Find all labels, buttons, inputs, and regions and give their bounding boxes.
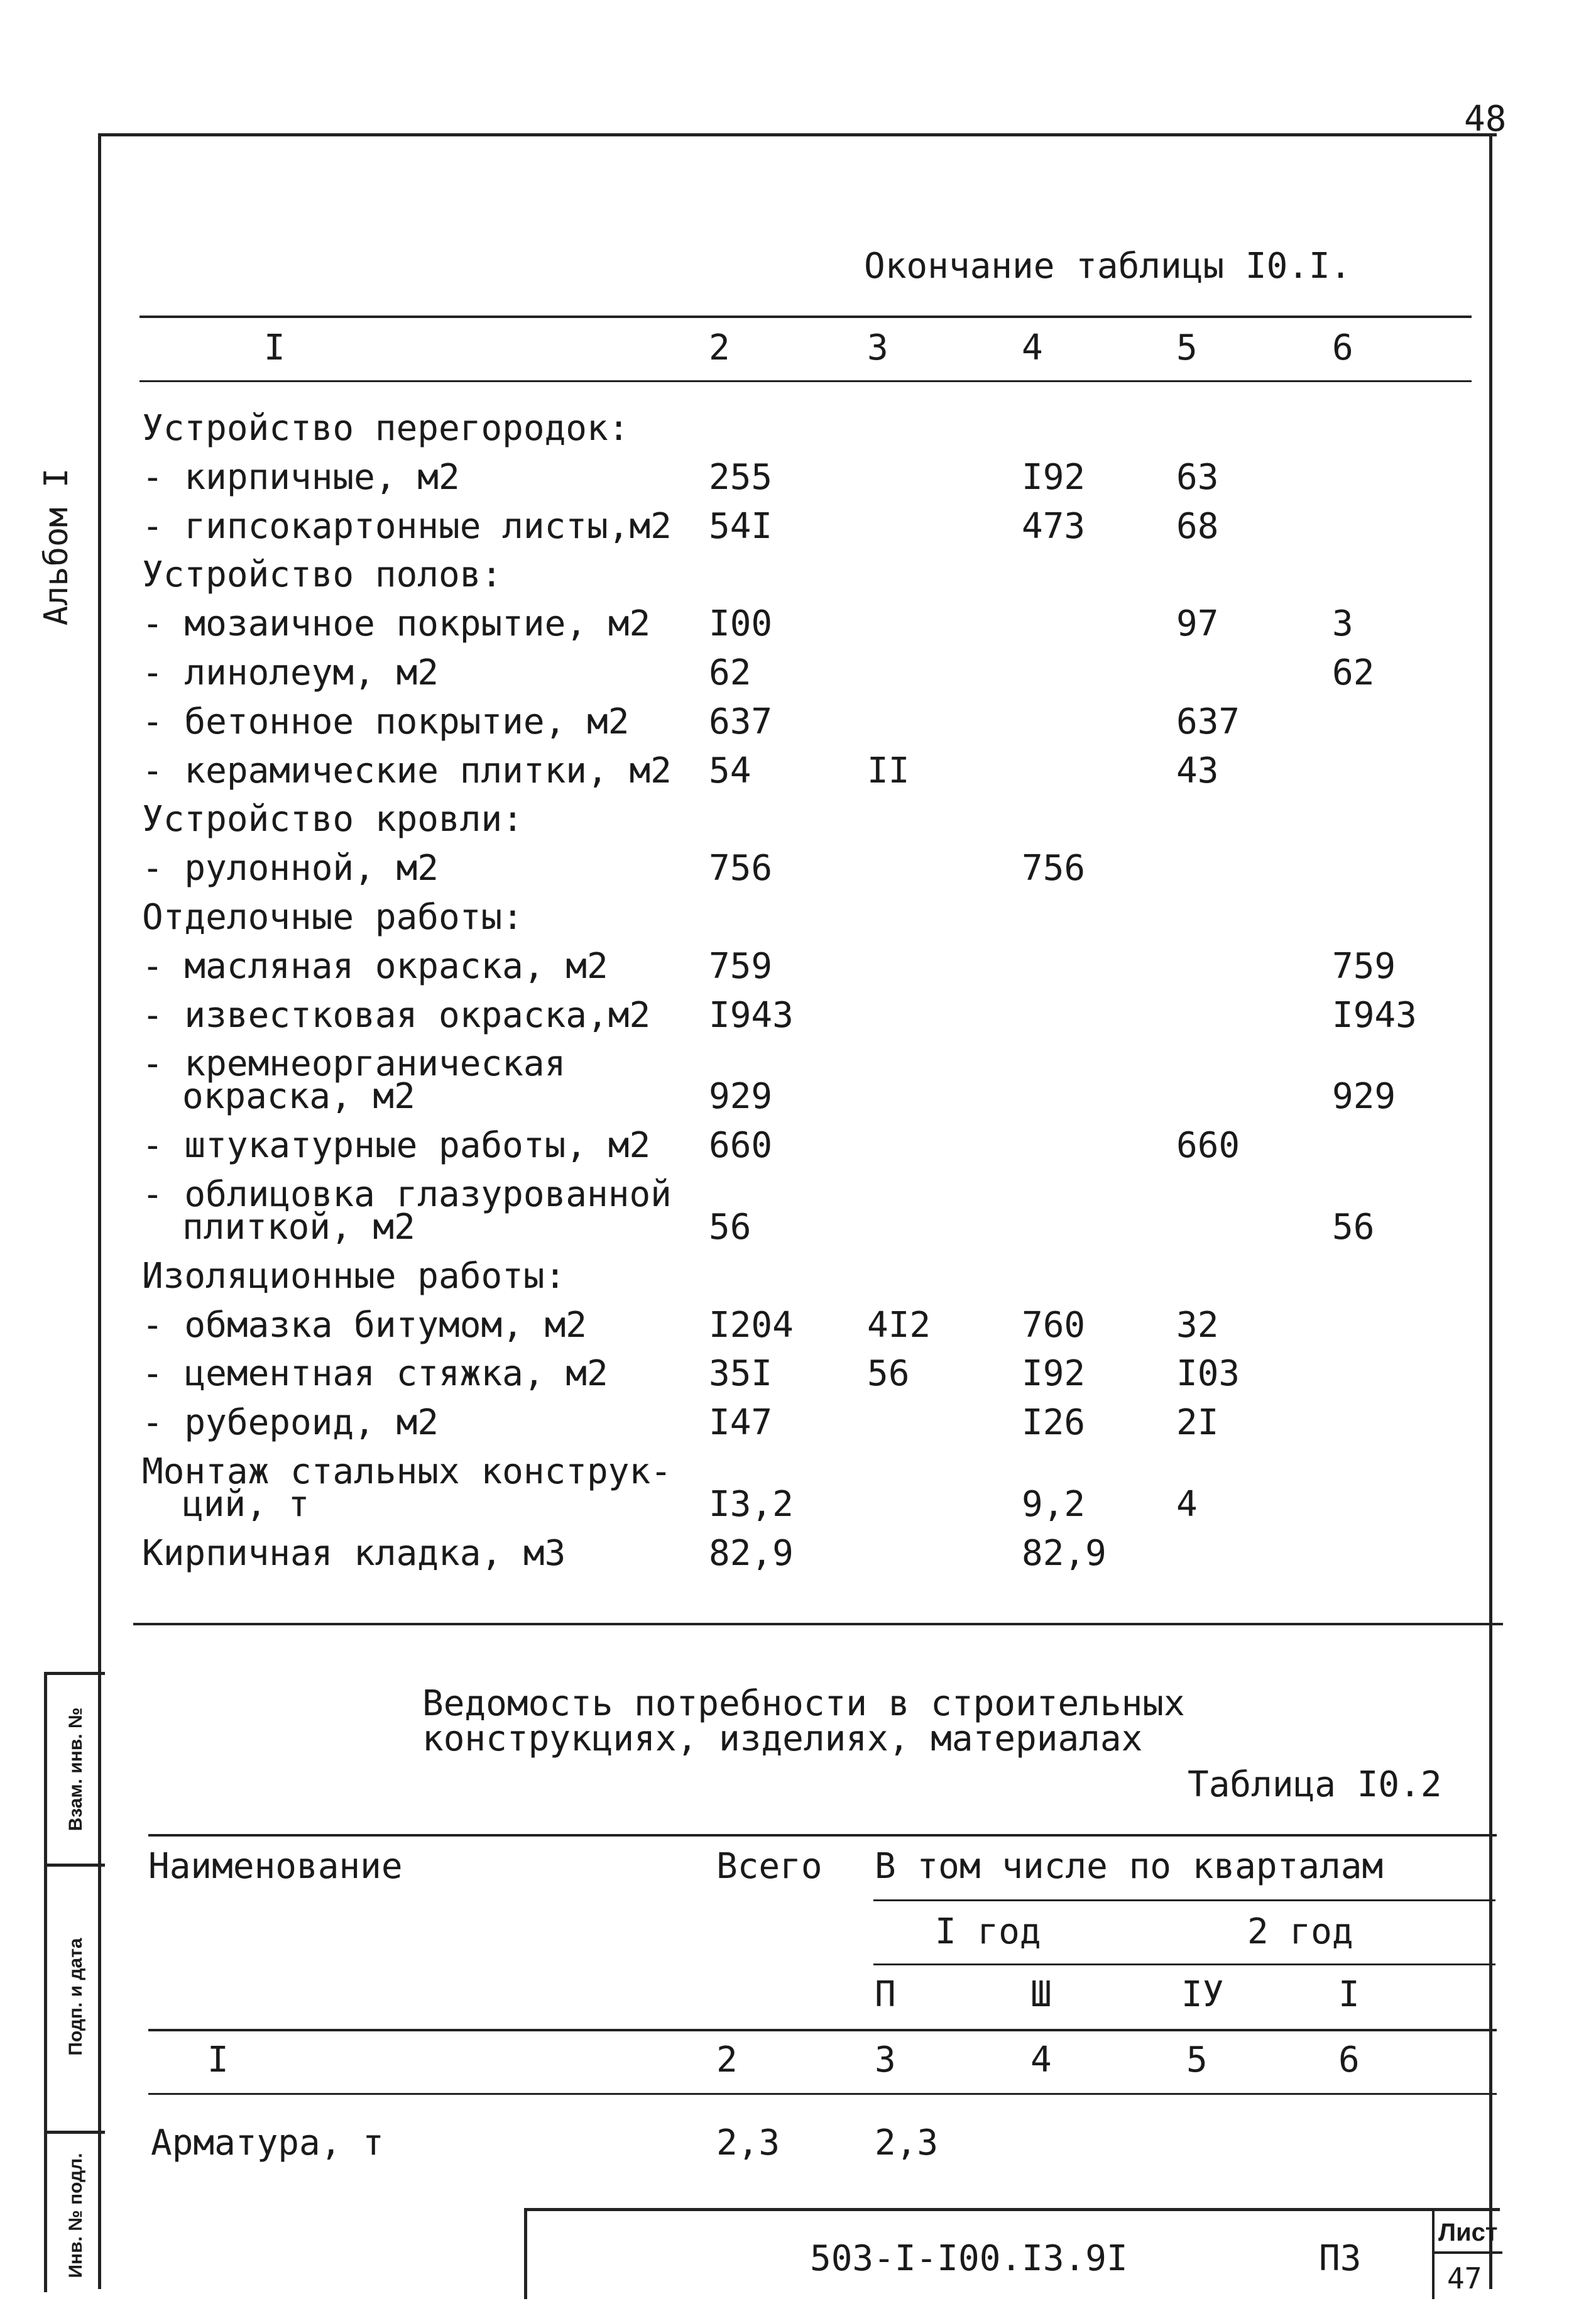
row-label-cont: плиткой, м2 [182, 1207, 415, 1248]
row-value-col-5: 2I [1176, 1402, 1219, 1444]
row-value-col-2: I47 [709, 1402, 773, 1444]
row-value-col-2: 35I [709, 1353, 773, 1395]
table2-colnum-5: 5 [1186, 2040, 1208, 2080]
row-value-col-5: 32 [1176, 1304, 1219, 1346]
table2-quarter-4: I [1338, 1974, 1360, 2015]
table1-header-col-1: I [264, 327, 285, 368]
row-label: - штукатурные работы, м2 [142, 1125, 651, 1167]
row-value-col-5: 660 [1176, 1125, 1240, 1167]
row-label: - рубероид, м2 [142, 1402, 439, 1444]
row-value-col-6: 3 [1332, 603, 1353, 645]
table2-colnum-4: 4 [1030, 2040, 1052, 2080]
table2-quarter-3: IУ [1181, 1974, 1224, 2015]
row-value-col-6: 62 [1332, 652, 1375, 693]
row-value-col-2: 82,9 [709, 1532, 794, 1574]
row-value-col-5: 63 [1176, 456, 1219, 498]
table2-title-line2: конструкциях, изделиях, материалах [422, 1718, 1143, 1759]
row-value-col-5: 68 [1176, 505, 1219, 547]
row-value-col-4: 473 [1022, 505, 1086, 547]
row-label: - облицовка глазурованной [142, 1174, 672, 1215]
table2-colnum-6: 6 [1338, 2040, 1360, 2080]
row-value-col-4: I26 [1022, 1402, 1086, 1444]
table2-quarter-1: П [875, 1974, 896, 2015]
row-value-col-2: I943 [709, 994, 794, 1036]
stamp-column [44, 1672, 105, 2292]
table1-header-rule [139, 380, 1472, 382]
row-value-col-2: I204 [709, 1304, 794, 1346]
row-label: - кирпичные, м2 [142, 456, 460, 498]
sheet-number: 47 [1447, 2261, 1482, 2295]
row-value-col-6: I943 [1332, 994, 1417, 1036]
table2-quarter-2: Ш [1030, 1974, 1052, 2015]
row-label: - масляная окраска, м2 [142, 945, 608, 987]
stamp-inv: Инв. № подл. [65, 2153, 86, 2278]
row-value-col-2: 929 [709, 1076, 773, 1118]
table1-header-col-6: 6 [1332, 327, 1353, 368]
row-value-col-3: 56 [867, 1353, 910, 1395]
album-label-text: Альбом I [38, 468, 75, 626]
table1-bottom-rule [133, 1623, 1503, 1625]
table1-header-col-2: 2 [709, 327, 730, 368]
row-label: - гипсокартонные листы,м2 [142, 505, 672, 547]
table2-head-name: Наименование [148, 1846, 403, 1887]
table2-head-quarters: В том числе по кварталам [875, 1846, 1384, 1887]
row-value-col-2: 62 [709, 652, 752, 693]
row-value-col-4: 760 [1022, 1304, 1086, 1346]
row-label: Отделочные работы: [142, 897, 523, 938]
table1-caption: Окончание таблицы I0.I. [864, 246, 1352, 287]
table2-head-total: Всего [716, 1846, 823, 1887]
row-value-col-2: 56 [709, 1207, 752, 1248]
table1-header-col-4: 4 [1022, 327, 1043, 368]
sheet-label: Лист [1438, 2219, 1498, 2246]
row-value-col-5: 97 [1176, 603, 1219, 645]
sheet-cell [1432, 2211, 1502, 2299]
table2-top-rule [148, 1834, 1497, 1837]
frame-right [1489, 133, 1492, 2289]
row-label: Монтаж стальных конструк- [142, 1451, 672, 1492]
section-code: ПЗ [1319, 2238, 1362, 2279]
row-label-cont: ций, т [182, 1484, 310, 1525]
row-label: Изоляционные работы: [142, 1255, 566, 1297]
row-label: - линолеум, м2 [142, 652, 439, 693]
table2-title [422, 1683, 1185, 1759]
doc-code: 503-I-I00.I3.9I [810, 2238, 1128, 2279]
row-value-col-3: 2,3 [875, 2123, 939, 2163]
row-value-col-2: 756 [709, 848, 773, 889]
row-value-col-5: I03 [1176, 1353, 1240, 1395]
row-value-col-2: 660 [709, 1125, 773, 1167]
row-label: Устройство кровли: [142, 799, 523, 840]
table2-title-line1: Ведомость потребности в строительных [422, 1683, 1185, 1724]
row-label: - известковая окраска,м2 [142, 994, 651, 1036]
table2-colnum-3: 3 [875, 2040, 896, 2080]
row-value-col-4: 82,9 [1022, 1532, 1107, 1574]
row-value-col-4: 9,2 [1022, 1484, 1086, 1525]
row-label: - мозаичное покрытие, м2 [142, 603, 651, 645]
table1-header-col-5: 5 [1176, 327, 1198, 368]
row-value-col-2: I00 [709, 603, 773, 645]
row-label: - керамические плитки, м2 [142, 750, 672, 791]
table1-header-col-3: 3 [867, 327, 888, 368]
row-value-col-6: 56 [1332, 1207, 1375, 1248]
row-label: - бетонное покрытие, м2 [142, 701, 630, 742]
frame-top [98, 133, 1497, 136]
row-label: Устройство перегородок: [142, 408, 630, 449]
row-value-col-4: I92 [1022, 456, 1086, 498]
row-value-col-2: 54I [709, 505, 773, 547]
row-value-col-4: 756 [1022, 848, 1086, 889]
row-value-col-5: 43 [1176, 750, 1219, 791]
page-number: 48 [1464, 99, 1507, 140]
table2-caption: Таблица I0.2 [1188, 1764, 1442, 1805]
row-value-col-2: 637 [709, 701, 773, 742]
row-label: - кремнеорганическая [142, 1043, 566, 1085]
row-value-col-3: II [867, 750, 910, 791]
stamp-podp: Подп. и дата [65, 1938, 86, 2056]
table2-year2: 2 год [1247, 1911, 1353, 1952]
row-value-col-5: 4 [1176, 1484, 1198, 1525]
row-value-col-6: 929 [1332, 1076, 1396, 1118]
row-value-col-6: 759 [1332, 945, 1396, 987]
title-block [524, 2208, 1500, 2299]
table1-top-rule [139, 316, 1472, 318]
stamp-vzam: Взам. инв. № [65, 1707, 86, 1831]
row-label: Арматура, т [151, 2123, 384, 2163]
table2-colnum-2: 2 [716, 2040, 738, 2080]
row-label: - цементная стяжка, м2 [142, 1353, 608, 1395]
row-label: - обмазка битумом, м2 [142, 1304, 588, 1346]
row-label: Кирпичная кладка, м3 [142, 1532, 566, 1574]
row-value-col-3: 4I2 [867, 1304, 931, 1346]
table2-year1: I год [935, 1911, 1041, 1952]
row-value-col-2: I3,2 [709, 1484, 794, 1525]
row-label-cont: окраска, м2 [182, 1076, 415, 1118]
row-value-col-5: 637 [1176, 701, 1240, 742]
album-label [13, 465, 101, 629]
row-label: Устройство полов: [142, 554, 503, 596]
row-value-col-2: 759 [709, 945, 773, 987]
table2-colnum-1: I [207, 2040, 229, 2080]
row-label: - рулонной, м2 [142, 848, 439, 889]
row-value-col-2: 255 [709, 456, 773, 498]
row-value-col-2: 2,3 [716, 2123, 780, 2163]
row-value-col-2: 54 [709, 750, 752, 791]
row-value-col-4: I92 [1022, 1353, 1086, 1395]
